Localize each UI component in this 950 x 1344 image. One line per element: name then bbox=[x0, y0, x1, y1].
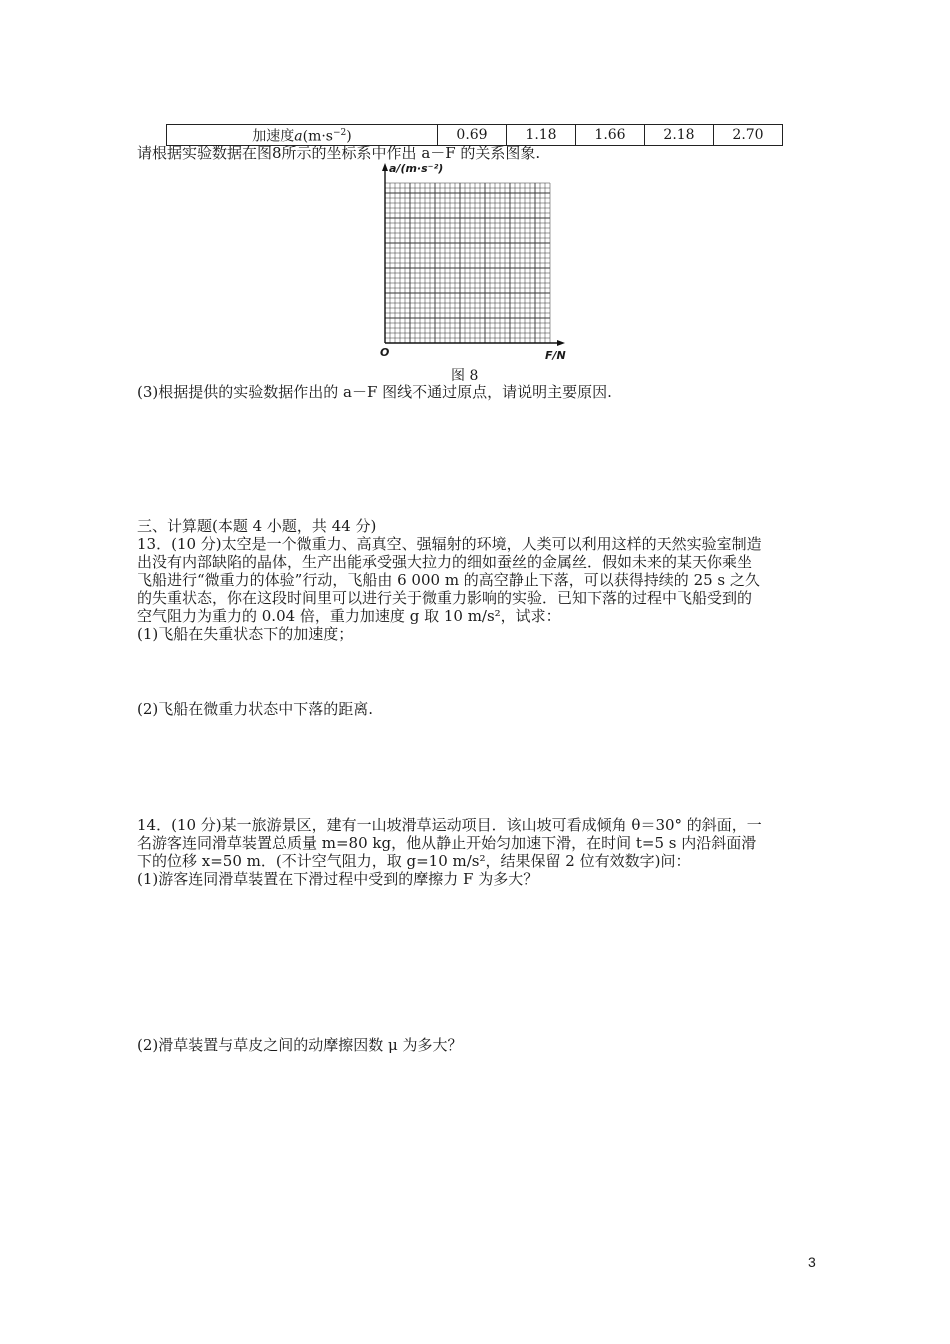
grid bbox=[385, 183, 550, 343]
page-number: 3 bbox=[808, 1254, 816, 1270]
row-label-close: ) bbox=[346, 128, 352, 145]
table-cell: 2.18 bbox=[645, 125, 714, 146]
row-label-var: a bbox=[294, 128, 303, 145]
x-axis-arrow bbox=[557, 340, 565, 346]
row-label-exp: −2 bbox=[332, 128, 347, 138]
q14-sub-1: (1)游客连同滑草装置在下滑过程中受到的摩擦力 F 为多大？ bbox=[137, 870, 539, 888]
origin-label: O bbox=[380, 346, 390, 359]
y-axis-arrow bbox=[382, 163, 388, 171]
row-label-unit: (m·s bbox=[302, 128, 333, 145]
data-table bbox=[166, 124, 783, 146]
table-row bbox=[167, 125, 783, 146]
q14-line-3: 下的位移 x=50 m．(不计空气阻力，取 g=10 m/s²，结果保留 2 位有效数字)问： bbox=[137, 852, 691, 870]
q13-line-5: 空气阻力为重力的 0.04 倍，重力加速度 g 取 10 m/s²，试求： bbox=[137, 607, 561, 625]
q14-line-1: 14．(10 分)某一旅游景区，建有一山坡滑草运动项目．该山坡可看成倾角 θ＝30° 的斜面，一 bbox=[137, 816, 762, 834]
graph-figure-8 bbox=[370, 160, 570, 370]
figure-caption: 图 8 bbox=[451, 368, 479, 384]
x-axis-label: F/N bbox=[545, 349, 566, 362]
question-3: (3)根据提供的实验数据作出的 a－F 图线不通过原点，请说明主要原因. bbox=[137, 383, 612, 401]
instruction-text: 请根据实验数据在图8所示的坐标系中作出 a－F 的关系图象. bbox=[137, 144, 541, 162]
q13-sub-1: (1)飞船在失重状态下的加速度； bbox=[137, 625, 354, 643]
y-axis-label: a/(m·s⁻²) bbox=[389, 162, 444, 175]
section-title: 三、计算题(本题 4 小题，共 44 分) bbox=[137, 517, 377, 535]
row-label-text: 加速度 bbox=[252, 128, 295, 145]
table-cell: 0.69 bbox=[438, 125, 507, 146]
table-cell: 1.18 bbox=[507, 125, 576, 146]
q13-line-2: 出没有内部缺陷的晶体，生产出能承受强大拉力的细如蚕丝的金属丝．假如未来的某天你乘坐 bbox=[137, 553, 753, 571]
q14-sub-2: (2)滑草装置与草皮之间的动摩擦因数 μ 为多大？ bbox=[137, 1036, 463, 1054]
table-cell: 2.70 bbox=[714, 125, 783, 146]
q14-line-2: 名游客连同滑草装置总质量 m=80 kg，他从静止开始匀加速下滑，在时间 t=5 s 内沿斜面滑 bbox=[137, 834, 757, 852]
q13-line-3: 飞船进行“微重力的体验”行动，飞船由 6 000 m 的高空静止下落，可以获得持续的 25 s 之久 bbox=[137, 571, 760, 589]
row-label-cell bbox=[167, 125, 438, 146]
q13-sub-2: (2)飞船在微重力状态中下落的距离. bbox=[137, 700, 374, 718]
q13-line-4: 的失重状态，你在这段时间里可以进行关于微重力影响的实验．已知下落的过程中飞船受到的 bbox=[137, 589, 753, 607]
table-cell: 1.66 bbox=[576, 125, 645, 146]
q13-line-1: 13．(10 分)太空是一个微重力、高真空、强辐射的环境，人类可以利用这样的天然实验室制造 bbox=[137, 535, 762, 553]
